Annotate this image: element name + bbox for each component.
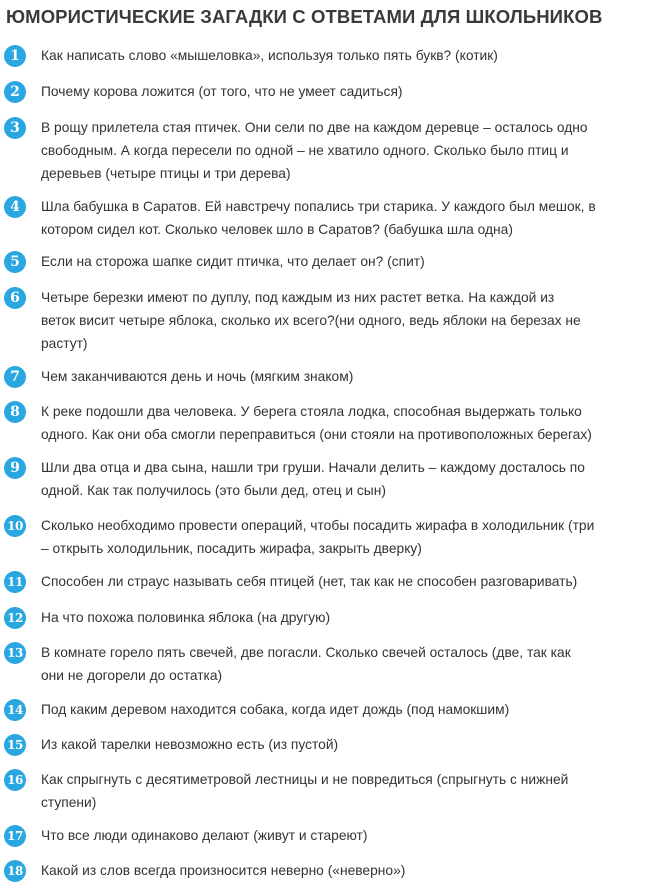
riddle-text-line: Как спрыгнуть с десятиметровой лестницы и не повредиться (спрыгнуть с нижней: [41, 772, 569, 787]
number-badge: 6: [4, 287, 26, 309]
number-badge: 10: [4, 515, 26, 537]
riddle-text-line: Шла бабушка в Саратов. Ей навстречу попались три старика. У каждого был мешок, в: [41, 199, 596, 214]
number-badge: 16: [4, 769, 26, 791]
riddle-text-line: растут): [41, 336, 88, 351]
riddle-text-line: Чем заканчиваются день и ночь (мягким знаком): [41, 369, 354, 384]
number-badge: 1: [4, 45, 26, 67]
riddle-text-line: Шли два отца и два сына, нашли три груши. Начали делить – каждому досталось по: [41, 460, 585, 475]
riddle-text-line: свободным. А когда пересели по одной – не хватило одного. Сколько было птиц и: [41, 143, 569, 158]
riddle-text-line: Четыре березки имеют по дуплу, под каждым из них растет ветка. На каждой из: [41, 290, 555, 305]
number-badge: 2: [4, 81, 26, 103]
number-badge: 3: [4, 117, 26, 139]
riddle-text-line: ступени): [41, 795, 97, 810]
riddle-text-line: деревьев (четыре птицы и три дерева): [41, 166, 291, 181]
page-title: ЮМОРИСТИЧЕСКИЕ ЗАГАДКИ С ОТВЕТАМИ ДЛЯ ШКОЛЬНИКОВ: [6, 6, 603, 27]
number-badge: 14: [4, 699, 26, 721]
number-badge: 8: [4, 401, 26, 423]
riddle-text-line: – открыть холодильник, посадить жирафа, закрыть дверку): [41, 541, 422, 556]
riddle-text-line: одной. Как так получилось (это были дед, отец и сын): [41, 483, 386, 498]
riddle-text-line: К реке подошли два человека. У берега стояла лодка, способная выдержать только: [41, 404, 582, 419]
riddle-text-line: Сколько необходимо провести операций, чтобы посадить жирафа в холодильник (три: [41, 518, 595, 533]
number-badge: 4: [4, 196, 26, 218]
riddle-text-line: Как написать слово «мышеловка», используя только пять букв? (котик): [41, 48, 498, 63]
riddle-text-line: В рощу прилетела стая птичек. Они сели по две на каждом деревце – осталось одно: [41, 120, 588, 135]
riddle-text-line: В комнате горело пять свечей, две погасли. Сколько свечей осталось (две, так как: [41, 645, 571, 660]
riddle-text-line: На что похожа половинка яблока (на другую): [41, 610, 331, 625]
number-badge: 7: [4, 366, 26, 388]
riddle-text-line: котором сидел кот. Сколько человек шло в Саратов? (бабушка шла одна): [41, 222, 513, 237]
number-badge: 9: [4, 457, 26, 479]
riddle-text-line: одного. Как они оба смогли переправиться (они стояли на противоположных берегах): [41, 427, 592, 442]
number-badge: 17: [4, 825, 26, 847]
number-badge: 5: [4, 251, 26, 273]
riddle-text-line: Какой из слов всегда произносится неверно («неверно»): [41, 863, 406, 878]
number-badge: 11: [4, 571, 26, 593]
riddle-text-line: Под каким деревом находится собака, когда идет дождь (под намокшим): [41, 702, 510, 717]
number-badge: 12: [4, 607, 26, 629]
riddle-text-line: они не догорели до остатка): [41, 668, 223, 683]
riddle-text-line: Если на сторожа шапке сидит птичка, что делает он? (спит): [41, 254, 425, 269]
riddle-text-line: Почему корова ложится (от того, что не умеет садиться): [41, 84, 403, 99]
number-badge: 18: [4, 860, 26, 882]
riddle-text-line: Из какой тарелки невозможно есть (из пустой): [41, 737, 339, 752]
riddle-text-line: веток висит четыре яблока, сколько их всего?(ни одного, ведь яблоки на березах не: [41, 313, 581, 328]
riddle-text-line: Что все люди одинаково делают (живут и стареют): [41, 828, 368, 843]
number-badge: 15: [4, 734, 26, 756]
riddle-text-line: Способен ли страус называть себя птицей (нет, так как не способен разговаривать): [41, 574, 578, 589]
number-badge: 13: [4, 642, 26, 664]
